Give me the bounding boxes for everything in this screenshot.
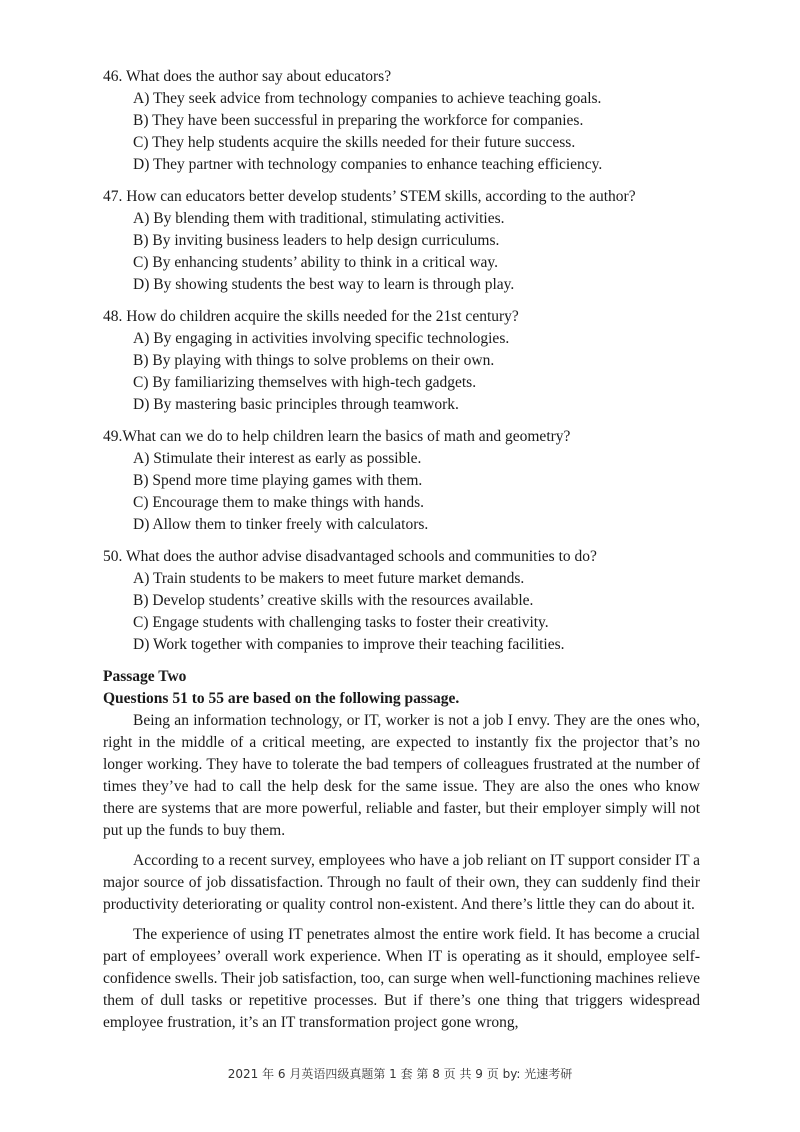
question-47 xyxy=(103,186,700,296)
option-d: D) They partner with technology companies to enhance teaching efficiency. xyxy=(133,156,603,173)
option-list xyxy=(103,328,700,416)
question-48 xyxy=(103,306,700,416)
passage-paragraph: The experience of using IT penetrates almost the entire work field. It has become a crucial part of employees’ overall work experience. When IT is operating as it should, employee self-confidence swells. Their job satisfaction, too, can surge when well-functioning machines relieve them of dull tasks or repetitive processes. But if there’s one thing that triggers widespread employee frustration, it’s an IT transformation project gone wrong, xyxy=(103,926,700,1031)
option-c: C) Encourage them to make things with hands. xyxy=(133,494,424,511)
question-46 xyxy=(103,66,700,176)
passage-paragraph: Being an information technology, or IT, worker is not a job I envy. They are the ones who, right in the middle of a critical meeting, are expected to instantly fix the projector that’s no longer working. They have to tolerate the bad tempers of colleagues frustrated at the number of times they’ve had to call the help desk for the same issue. They are also the ones who know there are systems that are more powerful, reliable and faster, but their employer simply will not put up the funds to buy them. xyxy=(103,712,700,839)
option-b: B) They have been successful in preparing the workforce for companies. xyxy=(133,112,584,129)
option-list xyxy=(103,448,700,536)
option-a: A) Stimulate their interest as early as possible. xyxy=(133,450,422,467)
passage-instruction: Questions 51 to 55 are based on the following passage. xyxy=(103,690,460,707)
option-list xyxy=(103,208,700,296)
option-b: B) By playing with things to solve problems on their own. xyxy=(133,352,495,369)
option-c: C) By enhancing students’ ability to think in a critical way. xyxy=(133,254,499,271)
option-a: A) Train students to be makers to meet future market demands. xyxy=(133,570,525,587)
question-stem: 48. How do children acquire the skills needed for the 21st century? xyxy=(103,308,519,325)
option-a: A) By engaging in activities involving specific technologies. xyxy=(133,330,510,347)
option-d: D) By mastering basic principles through teamwork. xyxy=(133,396,459,413)
option-c: C) By familiarizing themselves with high-tech gadgets. xyxy=(133,374,477,391)
question-stem: 50. What does the author advise disadvantaged schools and communities to do? xyxy=(103,548,597,565)
question-49 xyxy=(103,426,700,536)
question-stem: 47. How can educators better develop students’ STEM skills, according to the author? xyxy=(103,188,636,205)
option-b: B) Spend more time playing games with them. xyxy=(133,472,423,489)
option-b: B) By inviting business leaders to help design curriculums. xyxy=(133,232,500,249)
option-b: B) Develop students’ creative skills with the resources available. xyxy=(133,592,534,609)
page-footer: 2021 年 6 月英语四级真题第 1 套 第 8 页 共 9 页 by: 光速考研 xyxy=(227,1067,573,1081)
option-c: C) They help students acquire the skills needed for their future success. xyxy=(133,134,576,151)
option-d: D) Allow them to tinker freely with calculators. xyxy=(133,516,429,533)
option-c: C) Engage students with challenging tasks to foster their creativity. xyxy=(133,614,549,631)
question-stem: 46. What does the author say about educators? xyxy=(103,68,392,85)
option-a: A) By blending them with traditional, stimulating activities. xyxy=(133,210,505,227)
option-d: D) By showing students the best way to learn is through play. xyxy=(133,276,515,293)
option-list xyxy=(103,88,700,176)
option-a: A) They seek advice from technology companies to achieve teaching goals. xyxy=(133,90,602,107)
option-d: D) Work together with companies to improve their teaching facilities. xyxy=(133,636,565,653)
passage-paragraph: According to a recent survey, employees who have a job reliant on IT support consider IT a major source of job dissatisfaction. Through no fault of their own, they can suddenly find their productivity deteriorating or quality control non-existent. And there’s little they can do about it. xyxy=(103,852,701,913)
passage-title: Passage Two xyxy=(103,668,187,685)
option-list xyxy=(103,568,700,656)
page-content xyxy=(103,66,700,1042)
question-50 xyxy=(103,546,700,656)
question-stem: 49.What can we do to help children learn the basics of math and geometry? xyxy=(103,428,571,445)
